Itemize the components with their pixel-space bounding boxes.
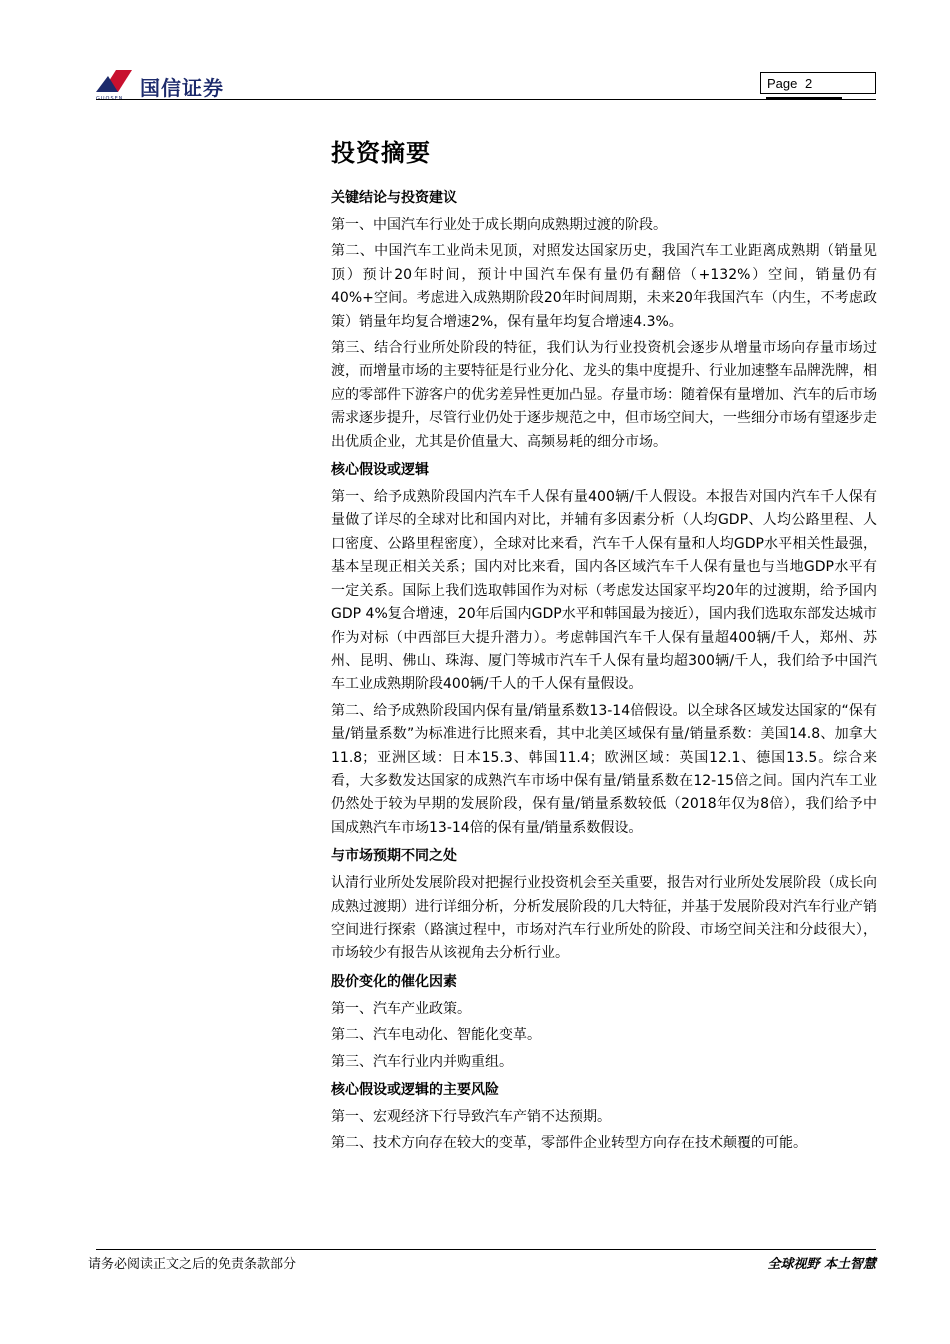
- paragraph: 第二、中国汽车工业尚未见顶，对照发达国家历史，我国汽车工业距离成熟期（销量见顶）预计20年时间，预计中国汽车保有量仍有翻倍（+132%）空间，销量仍有40%+空间。考虑进入成熟期阶段20年时间周期，未来20年我国汽车（内生，不考虑政策）销量年均复合增速2%，保有量年均复合增速4.3%。: [331, 243, 877, 330]
- paragraph: 第二、汽车电动化、智能化变革。: [331, 1027, 541, 1044]
- footer-slogan: 全球视野 本土智慧: [767, 1257, 876, 1272]
- paragraph: 第三、汽车行业内并购重组。: [331, 1053, 513, 1070]
- header-accent-divider: [766, 97, 842, 99]
- page-number: 2: [805, 76, 813, 91]
- footer-divider: [96, 1249, 876, 1250]
- paragraph: 第二、技术方向存在较大的变革，零部件企业转型方向存在技术颠覆的可能。: [331, 1135, 807, 1152]
- footer-disclaimer: 请务必阅读正文之后的免责条款部分: [88, 1257, 297, 1272]
- logo-mark-icon: [96, 68, 136, 94]
- section-heading-key-conclusions: 关键结论与投资建议: [331, 190, 457, 206]
- section-heading-differences: 与市场预期不同之处: [331, 848, 457, 865]
- header-divider: [96, 99, 876, 100]
- paragraph: 第三、结合行业所处阶段的特征，我们认为行业投资机会逐步从增量市场向存量市场过渡，而增量市场的主要特征是行业分化、龙头的集中度提升、行业加速整车品牌洗牌，相应的零部件下游客户的优劣差异性更加凸显。存量市场：随着保有量增加、汽车的后市场需求逐步提升，尽管行业仍处于逐步规范之中，但市场空间大，一些细分市场有望逐步走出优质企业，尤其是价值量大、高频易耗的细分市场。: [331, 340, 877, 450]
- section-heading-catalysts: 股价变化的催化因素: [331, 973, 457, 990]
- main-content: [331, 138, 877, 1159]
- page-indicator: [760, 72, 876, 94]
- paragraph: 第二、给予成熟阶段国内保有量/销量系数13-14倍假设。以全球各区域发达国家的“保有量/销量系数”为标准进行比照来看，其中北美区域保有量/销量系数：美国14.8、加拿大11.8；亚洲区域：日本15.3、韩国11.4；欧洲区域：英国12.1、德国13.5。综合来看，大多数发达国家的成熟汽车市场中保有量/销量系数在12-15倍之间。国内汽车工业仍然处于较为早期的发展阶段，保有量/销量系数较低（2018年仅为8倍），我们给予中国成熟汽车市场13-14倍的保有量/销量系数假设。: [331, 702, 877, 836]
- section-heading-risks: 核心假设或逻辑的主要风险: [331, 1082, 499, 1098]
- logo-text: 国信证券: [140, 76, 224, 100]
- paragraph: 第一、汽车产业政策。: [331, 1000, 471, 1017]
- paragraph: 第一、给予成熟阶段国内汽车千人保有量400辆/千人假设。本报告对国内汽车千人保有量做了详尽的全球对比和国内对比，并辅有多因素分析（人均GDP、人均公路里程、人口密度、公路里程密度），全球对比来看，汽车千人保有量和人均GDP水平相关性最强，基本呈现正相关关系；国内对比来看，国内各区域汽车千人保有量也与当地GDP水平有一定关系。国际上我们选取韩国作为对标（考虑发达国家平均20年的过渡期，给予国内GDP 4%复合增速，20年后国内GDP水平和韩国最为接近），国内我们选取东部发达城市作为对标（中西部巨大提升潜力）。考虑韩国汽车千人保有量超400辆/千人，郑州、苏州、昆明、佛山、珠海、厦门等城市汽车千人保有量均超300辆/千人，我们给予中国汽车工业成熟期阶段400辆/千人的千人保有量假设。: [331, 489, 877, 693]
- page-label: Page: [767, 76, 798, 91]
- page-title: 投资摘要: [331, 139, 431, 167]
- logo-subtext: GUOSEN: [96, 96, 124, 102]
- paragraph: 认清行业所处发展阶段对把握行业投资机会至关重要，报告对行业所处发展阶段（成长向成熟过渡期）进行详细分析，分析发展阶段的几大特征，并基于发展阶段对汽车行业产销空间进行探索（路演过程中，市场对汽车行业所处的阶段、市场空间关注和分歧很大），市场较少有报告从该视角去分析行业。: [331, 875, 877, 962]
- paragraph: 第一、中国汽车行业处于成长期向成熟期过渡的阶段。: [331, 217, 667, 233]
- paragraph: 第一、宏观经济下行导致汽车产销不达预期。: [331, 1109, 611, 1125]
- company-logo: [96, 66, 236, 100]
- section-heading-core-assumptions: 核心假设或逻辑: [331, 462, 429, 479]
